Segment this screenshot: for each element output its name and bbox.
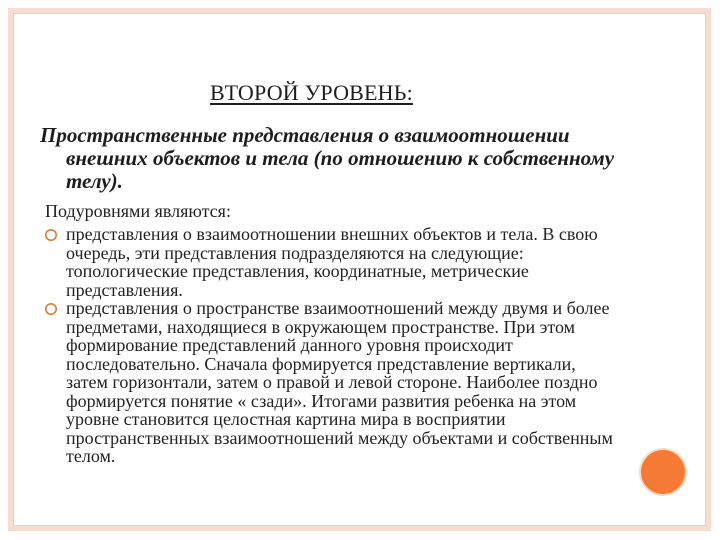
list-item [44,299,619,466]
slide-title: ВТОРОЙ УРОВЕНЬ: [210,80,413,105]
circle-bullet-icon [44,302,58,316]
bullet-text: представления о взаимоотношении внешних объектов и тела. В свою очередь, эти представления подразделяются на следующие: топологические представления, координатные, метрические представления. [66,224,598,300]
intro-text: Подуровнями являются: [45,201,231,221]
decorative-orange-circle-icon [641,450,685,494]
list-item [44,225,619,299]
circle-bullet-icon [44,228,58,242]
slide-subtitle: Пространственные представления о взаимоотношении внешних объектов и тела (по отношению к собственному телу). [40,123,615,193]
bullet-list [44,225,619,466]
bullet-text: представления о пространстве взаимоотношений между двумя и более предметами, находящиеся в окружающем пространстве. При этом формирование представлений данного уровня происходит последовательно. Сначала формируется представление вертикали, затем горизонтали, затем о правой и левой стороне. Наиболее поздно формируется понятие « сзади». Итогами развития ребенка на этом уровне становится целостная картина мира в восприятии пространственных взаимоотношений между объектами и собственным телом. [66,298,613,466]
